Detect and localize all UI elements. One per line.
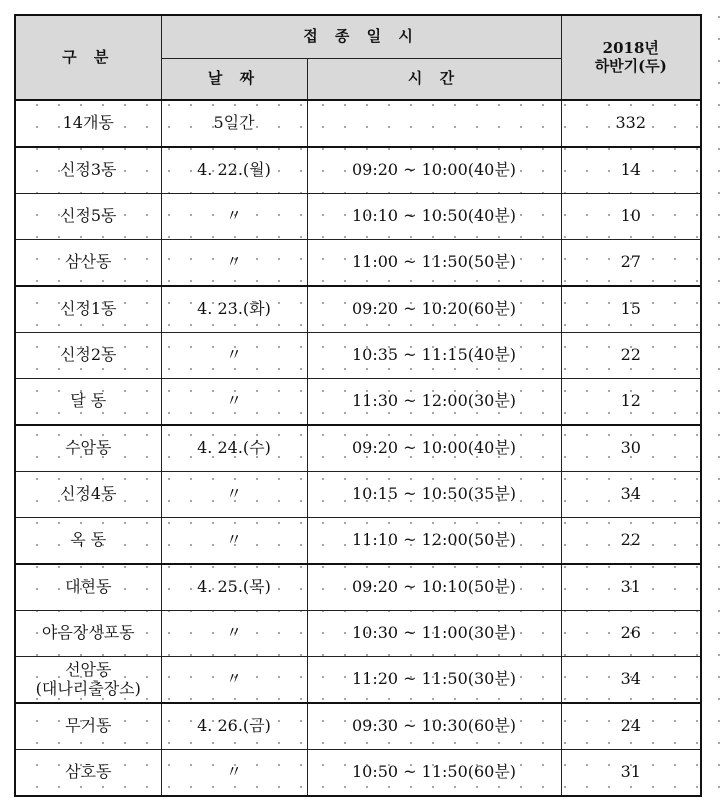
count-cell: 10 — [561, 194, 701, 240]
division-cell: 신정5동 — [15, 194, 161, 240]
division-cell: 무거동 — [15, 703, 161, 750]
count-cell: 34 — [561, 472, 701, 518]
division-cell: 대현동 — [15, 564, 161, 611]
time-cell: 10:15 ~ 10:50(35분) — [307, 472, 561, 518]
date-header: 날 짜 — [161, 59, 307, 101]
table-row — [15, 286, 701, 333]
division-cell: 14개동 — [15, 100, 161, 147]
table-row — [15, 194, 701, 240]
date-cell: 〃 — [161, 379, 307, 426]
count-cell: 12 — [561, 379, 701, 426]
table-row — [15, 379, 701, 426]
table-row — [15, 472, 701, 518]
count-cell: 15 — [561, 286, 701, 333]
time-cell: 11:30 ~ 12:00(30분) — [307, 379, 561, 426]
table-row — [15, 657, 701, 704]
year-header-line2: 하반기(두) — [594, 56, 667, 75]
count-cell: 24 — [561, 703, 701, 750]
time-cell: 09:30 ~ 10:30(60분) — [307, 703, 561, 750]
division-header: 구 분 — [15, 15, 161, 100]
division-cell: 삼호동 — [15, 750, 161, 797]
count-cell: 31 — [561, 564, 701, 611]
inoculation-datetime-header: 접 종 일 시 — [161, 15, 561, 59]
date-cell: 〃 — [161, 194, 307, 240]
date-cell: 〃 — [161, 333, 307, 379]
count-cell: 26 — [561, 611, 701, 657]
schedule-body — [15, 100, 701, 796]
date-cell: 5일간 — [161, 100, 307, 147]
division-cell: 달 동 — [15, 379, 161, 426]
time-cell: 11:20 ~ 11:50(30분) — [307, 657, 561, 704]
time-cell: 10:35 ~ 11:15(40분) — [307, 333, 561, 379]
date-cell: 〃 — [161, 518, 307, 565]
division-cell: 삼산동 — [15, 240, 161, 287]
division-cell: 신정2동 — [15, 333, 161, 379]
division-cell: 신정4동 — [15, 472, 161, 518]
division-cell: 야음장생포동 — [15, 611, 161, 657]
table-row — [15, 147, 701, 194]
table-row — [15, 518, 701, 565]
time-cell: 09:20 ~ 10:20(60분) — [307, 286, 561, 333]
table-row — [15, 611, 701, 657]
date-cell: 〃 — [161, 472, 307, 518]
count-cell: 332 — [561, 100, 701, 147]
date-cell: 4. 24.(수) — [161, 425, 307, 472]
table-row — [15, 100, 701, 147]
division-cell: 신정3동 — [15, 147, 161, 194]
table-row — [15, 750, 701, 797]
time-cell: 10:50 ~ 11:50(60분) — [307, 750, 561, 797]
table-row — [15, 240, 701, 287]
count-cell: 31 — [561, 750, 701, 797]
time-cell — [307, 100, 561, 147]
time-cell: 09:20 ~ 10:00(40분) — [307, 147, 561, 194]
date-cell: 4. 26.(금) — [161, 703, 307, 750]
year-count-header — [561, 15, 701, 100]
year-header-line1: 2018년 — [602, 39, 659, 58]
header-row-1 — [15, 15, 701, 59]
division-cell: 수암동 — [15, 425, 161, 472]
time-cell: 09:20 ~ 10:00(40분) — [307, 425, 561, 472]
date-cell: 〃 — [161, 750, 307, 797]
time-cell: 11:10 ~ 12:00(50분) — [307, 518, 561, 565]
time-cell: 10:10 ~ 10:50(40분) — [307, 194, 561, 240]
time-cell: 11:00 ~ 11:50(50분) — [307, 240, 561, 287]
table-row — [15, 564, 701, 611]
count-cell: 30 — [561, 425, 701, 472]
table-row — [15, 333, 701, 379]
count-cell: 34 — [561, 657, 701, 704]
time-cell: 09:20 ~ 10:10(50분) — [307, 564, 561, 611]
time-header: 시 간 — [307, 59, 561, 101]
count-cell: 22 — [561, 333, 701, 379]
date-cell: 〃 — [161, 240, 307, 287]
date-cell: 〃 — [161, 611, 307, 657]
count-cell: 22 — [561, 518, 701, 565]
time-cell: 10:30 ~ 11:00(30분) — [307, 611, 561, 657]
date-cell: 〃 — [161, 657, 307, 704]
count-cell: 14 — [561, 147, 701, 194]
table-row — [15, 425, 701, 472]
date-cell: 4. 22.(월) — [161, 147, 307, 194]
count-cell: 27 — [561, 240, 701, 287]
division-cell: 신정1동 — [15, 286, 161, 333]
date-cell: 4. 23.(화) — [161, 286, 307, 333]
vaccination-schedule-table — [14, 14, 702, 797]
date-cell: 4. 25.(목) — [161, 564, 307, 611]
division-cell: 선암동 (대나리출장소) — [15, 657, 161, 704]
table-row — [15, 703, 701, 750]
division-cell: 옥 동 — [15, 518, 161, 565]
